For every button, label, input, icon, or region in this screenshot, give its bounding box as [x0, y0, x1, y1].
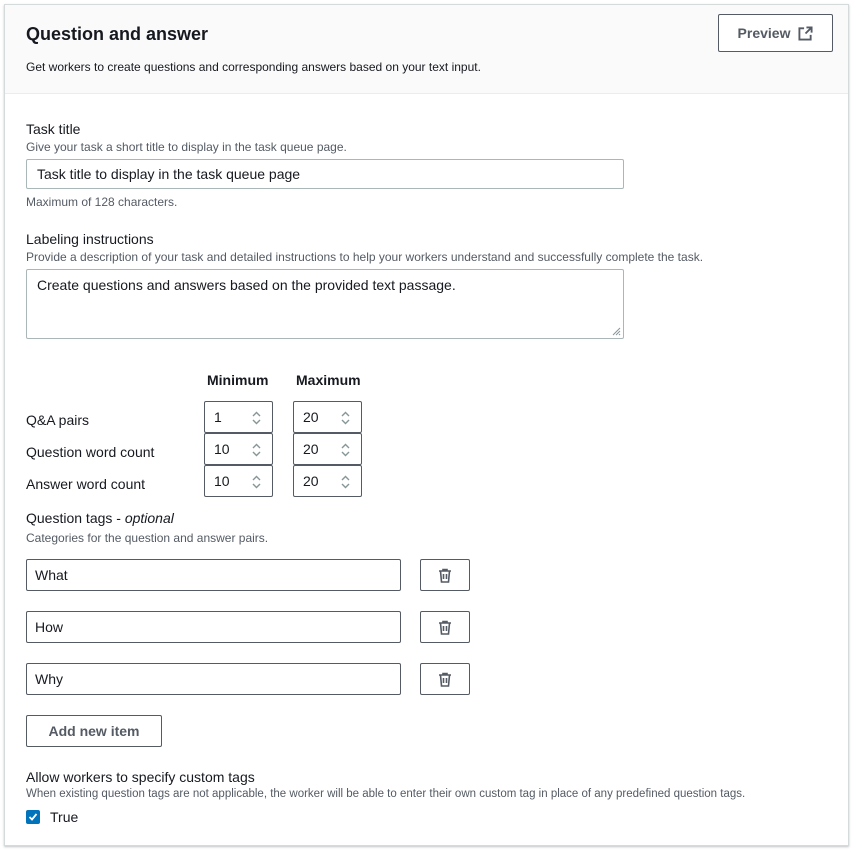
task-title-label: Task title	[26, 121, 81, 137]
qa-pairs-min-value: 1	[214, 409, 222, 425]
qa-panel	[4, 4, 849, 846]
maximum-header: Maximum	[296, 372, 361, 388]
instructions-value: Create questions and answers based on the provided text passage.	[37, 277, 456, 293]
trash-icon	[438, 620, 452, 635]
custom-tags-checkbox-label: True	[50, 809, 79, 825]
answer-word-min-value: 10	[214, 473, 230, 489]
question-word-min-stepper[interactable]	[204, 433, 273, 465]
spinner-icon[interactable]	[251, 410, 262, 426]
tag-value: What	[35, 567, 68, 583]
tag-input-how[interactable]	[26, 611, 401, 643]
delete-tag-button[interactable]	[420, 663, 470, 695]
task-title-value: Task title to display in the task queue page	[37, 166, 301, 182]
checkmark-icon	[28, 812, 38, 822]
answer-word-max-stepper[interactable]	[293, 465, 362, 497]
trash-icon	[438, 568, 452, 583]
preview-button[interactable]	[718, 14, 833, 52]
preview-button-label: Preview	[737, 25, 791, 41]
qa-pairs-label: Q&A pairs	[26, 412, 90, 428]
tag-value: Why	[35, 671, 63, 687]
resize-handle-icon[interactable]	[611, 326, 621, 336]
task-title-input[interactable]	[26, 159, 624, 189]
spinner-icon[interactable]	[251, 474, 262, 490]
task-title-description: Give your task a short title to display in the task queue page.	[26, 140, 347, 154]
question-word-max-value: 20	[303, 441, 319, 457]
spinner-icon[interactable]	[340, 442, 351, 458]
delete-tag-button[interactable]	[420, 559, 470, 591]
tag-input-why[interactable]	[26, 663, 401, 695]
answer-word-max-value: 20	[303, 473, 319, 489]
optional-label: optional	[124, 510, 174, 526]
question-tags-label-text: Question tags -	[26, 510, 125, 526]
instructions-description: Provide a description of your task and detailed instructions to help your workers understand and successfully complete the task.	[26, 250, 704, 264]
answer-word-count-label: Answer word count	[26, 476, 146, 492]
add-new-item-button[interactable]: Add new item	[26, 715, 162, 747]
qa-pairs-max-value: 20	[303, 409, 319, 425]
trash-icon	[438, 672, 452, 687]
task-title-constraint: Maximum of 128 characters.	[26, 195, 178, 209]
instructions-textarea[interactable]	[26, 269, 624, 339]
tag-input-what[interactable]	[26, 559, 401, 591]
answer-word-min-stepper[interactable]	[204, 465, 273, 497]
tag-value: How	[35, 619, 64, 635]
question-tags-label	[26, 510, 174, 526]
external-link-icon	[798, 26, 813, 41]
spinner-icon[interactable]	[340, 474, 351, 490]
page-title: Question and answer	[26, 24, 209, 44]
custom-tags-label: Allow workers to specify custom tags	[26, 769, 255, 785]
spinner-icon[interactable]	[251, 442, 262, 458]
minimum-header: Minimum	[207, 372, 269, 388]
custom-tags-checkbox[interactable]	[26, 810, 40, 824]
instructions-label: Labeling instructions	[26, 231, 154, 247]
question-word-min-value: 10	[214, 441, 230, 457]
question-tags-description: Categories for the question and answer pairs.	[26, 531, 269, 545]
delete-tag-button[interactable]	[420, 611, 470, 643]
qa-pairs-max-stepper[interactable]	[293, 401, 362, 433]
custom-tags-checkbox-row[interactable]	[26, 809, 78, 825]
question-word-count-label: Question word count	[26, 444, 155, 460]
question-word-max-stepper[interactable]	[293, 433, 362, 465]
spinner-icon[interactable]	[340, 410, 351, 426]
custom-tags-description: When existing question tags are not applicable, the worker will be able to enter their own custom tag in place of any predefined question tags.	[26, 788, 746, 800]
page-subtitle: Get workers to create questions and corresponding answers based on your text input.	[26, 60, 481, 74]
qa-pairs-min-stepper[interactable]	[204, 401, 273, 433]
panel-header	[5, 5, 848, 94]
